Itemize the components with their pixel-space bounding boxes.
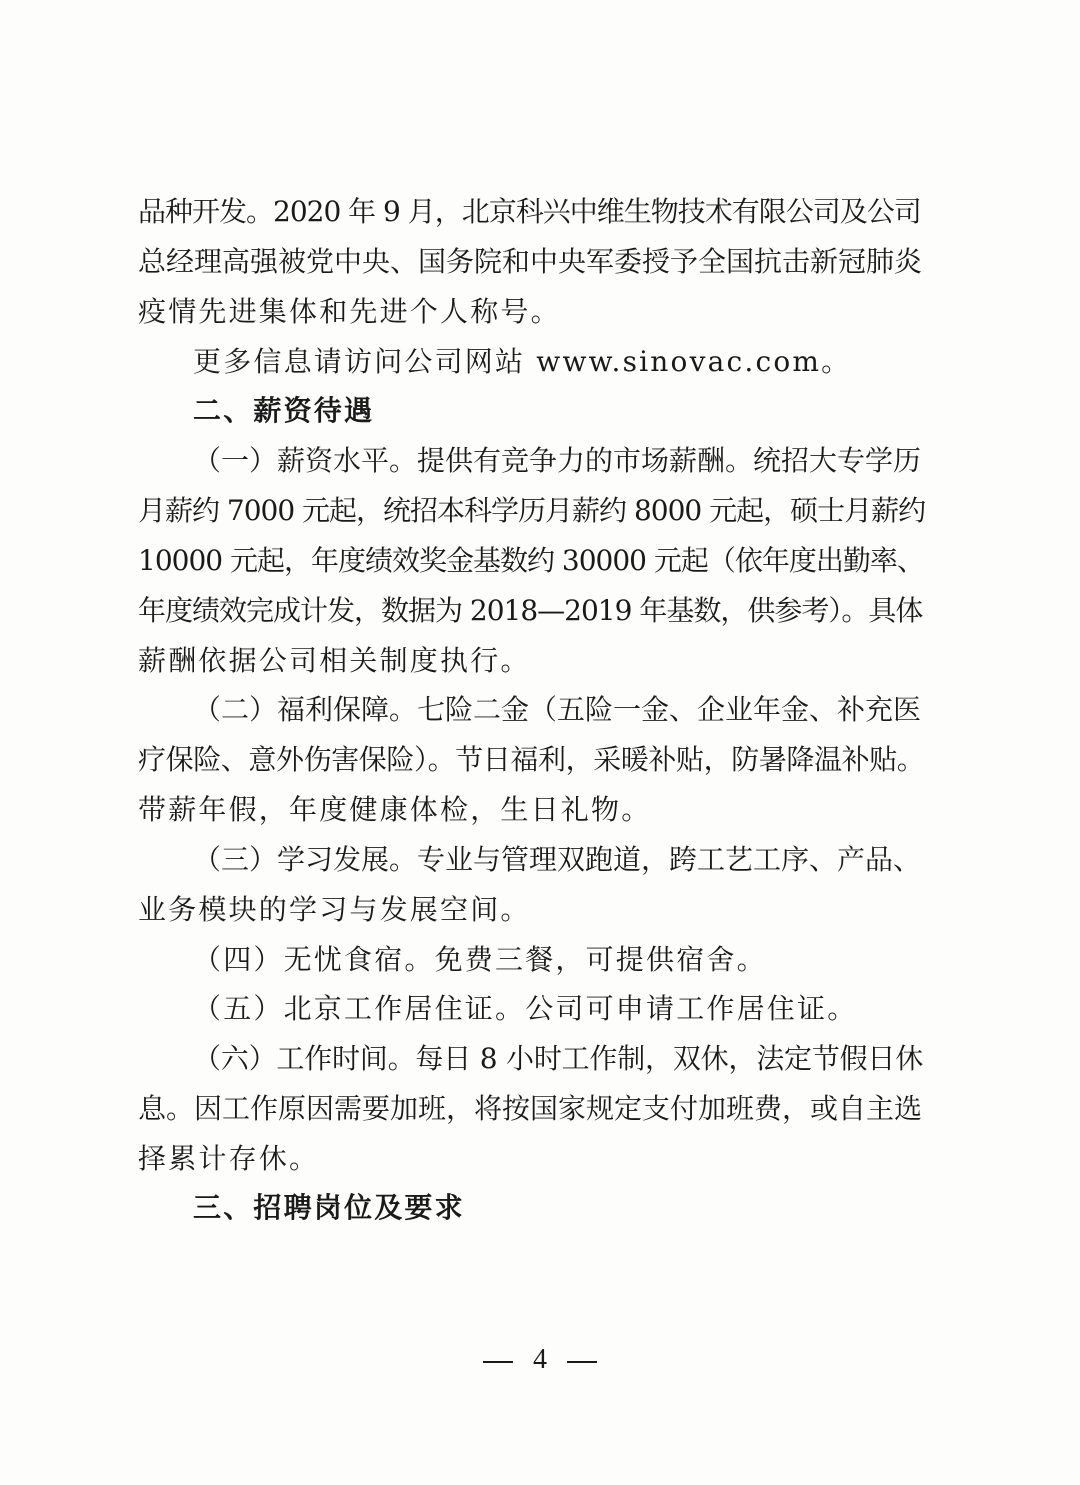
body-line: 薪酬依据公司相关制度执行。 xyxy=(138,644,531,677)
body-line: 总经理高强被党中央、国务院和中央军委授予全国抗击新冠肺炎 xyxy=(138,245,923,278)
body-line: （四）无忧食宿。免费三餐，可提供宿舍。 xyxy=(193,943,767,976)
body-line: 息。因工作原因需要加班，将按国家规定支付加班费，或自主选 xyxy=(138,1092,923,1125)
body-line: （二）福利保障。七险二金（五险一金、企业年金、补充医 xyxy=(193,693,922,726)
body-line: 择累计存休。 xyxy=(138,1142,320,1175)
page-footer xyxy=(0,1340,1080,1380)
footer-dash-right xyxy=(567,1361,597,1363)
body-line: （三）学习发展。专业与管理双跑道，跨工艺工序、产品、 xyxy=(193,843,922,876)
body-line: 品种开发。2020 年 9 月，北京科兴中维生物技术有限公司及公司 xyxy=(138,195,921,228)
body-line: 年度绩效完成计发，数据为 2018—2019 年基数，供参考）。具体 xyxy=(138,594,923,627)
body-line: （六）工作时间。每日 8 小时工作制，双休，法定节假日休 xyxy=(193,1042,924,1075)
body-line: 业务模块的学习与发展空间。 xyxy=(138,893,531,926)
page-number: 4 xyxy=(533,1344,547,1375)
body-line: 10000 元起，年度绩效奖金基数约 30000 元起（依年度出勤率、 xyxy=(138,544,924,577)
body-line: 疫情先进集体和先进个人称号。 xyxy=(138,295,561,328)
body-line: （五）北京工作居住证。公司可申请工作居住证。 xyxy=(193,992,858,1025)
body-line: 带薪年假，年度健康体检，生日礼物。 xyxy=(138,793,652,826)
body-line: 更多信息请访问公司网站 www.sinovac.com。 xyxy=(193,345,852,378)
section-heading-salary: 二、薪资待遇 xyxy=(193,394,375,427)
body-line: （一）薪资水平。提供有竞争力的市场薪酬。统招大专学历 xyxy=(193,444,922,477)
body-line: 疗保险、意外伤害保险）。节日福利，采暖补贴，防暑降温补贴。 xyxy=(138,743,925,776)
section-heading-positions: 三、招聘岗位及要求 xyxy=(193,1191,465,1224)
footer-dash-left xyxy=(483,1361,513,1363)
body-line: 月薪约 7000 元起，统招本科学历月薪约 8000 元起，硕士月薪约 xyxy=(138,494,926,527)
